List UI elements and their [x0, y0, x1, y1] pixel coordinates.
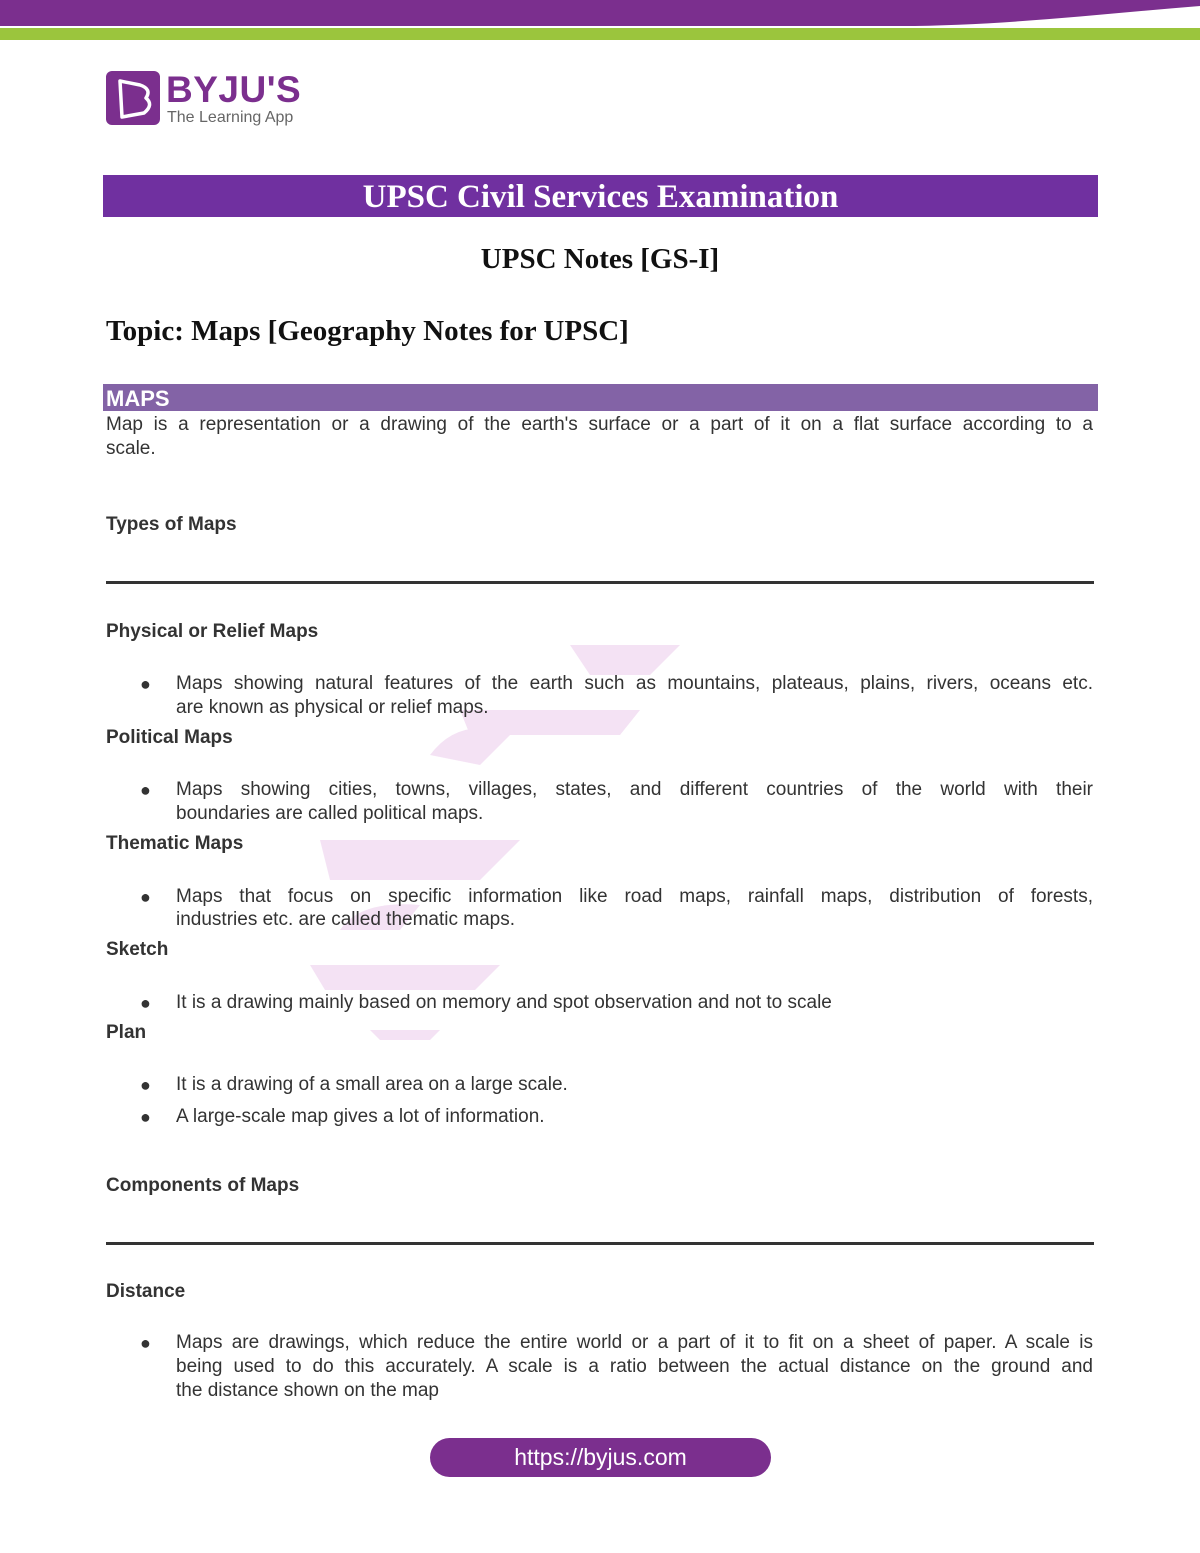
- topic-title: Topic: Maps [Geography Notes for UPSC]: [106, 315, 629, 347]
- brand-tagline: The Learning App: [167, 109, 294, 126]
- bullet-dot: ●: [140, 674, 151, 694]
- political-bullet-line-2: boundaries are called political maps.: [176, 803, 484, 824]
- plan-bullet-1: It is a drawing of a small area on a large scale.: [176, 1074, 568, 1095]
- maps-intro-line-1: Map is a representation or a drawing of the earth's surface or a part of it on a flat surface according to a: [106, 414, 1093, 435]
- maps-section-header: MAPS: [103, 384, 1098, 411]
- physical-bullet-line-2: are known as physical or relief maps.: [176, 697, 489, 718]
- physical-bullet-line-1: Maps showing natural features of the earth such as mountains, plateaus, plains, rivers, oceans etc.: [176, 673, 1093, 694]
- distance-heading: Distance: [106, 1281, 186, 1302]
- bullet-dot: ●: [140, 993, 151, 1013]
- components-of-maps-heading: Components of Maps: [106, 1175, 300, 1196]
- byjus-logo-icon: [106, 71, 160, 125]
- section-divider: [106, 1242, 1094, 1245]
- types-of-maps-heading: Types of Maps: [106, 514, 237, 535]
- distance-bullet-line-2: being used to do this accurately. A scale is a ratio between the actual distance on the ground and: [176, 1356, 1093, 1377]
- sketch-bullet-line-1: It is a drawing mainly based on memory and spot observation and not to scale: [176, 992, 832, 1013]
- distance-bullet-line-3: the distance shown on the map: [176, 1380, 440, 1401]
- physical-maps-heading: Physical or Relief Maps: [106, 621, 319, 642]
- top-decorative-bands: [0, 0, 1200, 45]
- bullet-dot: ●: [140, 780, 151, 800]
- political-bullet-line-1: Maps showing cities, towns, villages, states, and different countries of the world with their: [176, 779, 1093, 800]
- brand-name: BYJU'S: [166, 69, 302, 110]
- thematic-bullet-line-2: industries etc. are called thematic maps.: [176, 909, 515, 930]
- sketch-heading: Sketch: [106, 939, 169, 960]
- political-maps-heading: Political Maps: [106, 727, 233, 748]
- maps-intro-line-2: scale.: [106, 438, 156, 459]
- thematic-maps-heading: Thematic Maps: [106, 833, 244, 854]
- bullet-dot: ●: [140, 1333, 151, 1353]
- footer-url-link[interactable]: https://byjus.com: [430, 1438, 771, 1477]
- exam-banner: UPSC Civil Services Examination: [103, 175, 1098, 217]
- bullet-dot: ●: [140, 1107, 151, 1127]
- bullet-dot: ●: [140, 887, 151, 907]
- thematic-bullet-line-1: Maps that focus on specific information like road maps, rainfall maps, distribution of forests,: [176, 886, 1093, 907]
- distance-bullet-line-1: Maps are drawings, which reduce the entire world or a part of it to fit on a sheet of paper. A scale is: [176, 1332, 1093, 1353]
- plan-heading: Plan: [106, 1022, 147, 1043]
- bullet-dot: ●: [140, 1075, 151, 1095]
- notes-subtitle: UPSC Notes [GS-I]: [480, 243, 720, 275]
- section-divider: [106, 581, 1094, 584]
- plan-bullet-2: A large-scale map gives a lot of information.: [176, 1106, 545, 1127]
